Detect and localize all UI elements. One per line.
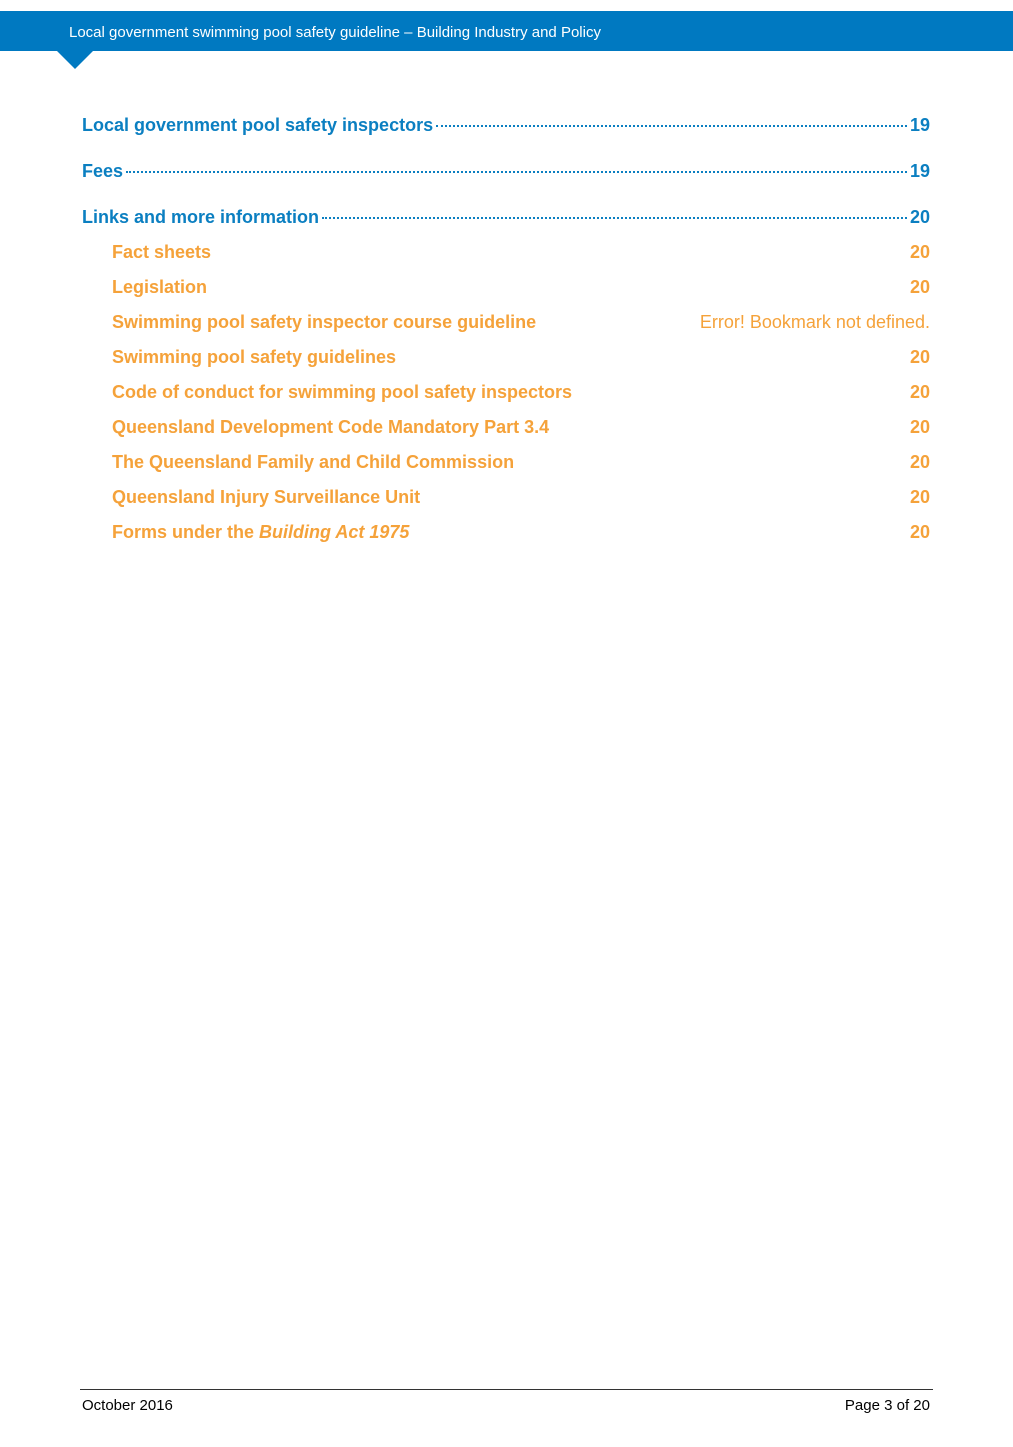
toc-dot-leader [322,217,907,219]
toc-subentry-label: Queensland Development Code Mandatory Part 3.4 [112,417,550,437]
toc-subentry-label: Legislation [112,277,208,297]
toc-subentry-page: 20 [909,242,930,262]
toc-subentry-fact-sheets[interactable] [82,242,930,277]
toc-subentry-page: 20 [909,487,930,507]
toc-subentry-label-act-title: Building Act 1975 [259,522,410,542]
toc-subentry-label: Swimming pool safety inspector course guideline [112,312,537,332]
header-title: Local government swimming pool safety guideline – Building Industry and Policy [69,24,601,41]
toc-subentry-label: Queensland Injury Surveillance Unit [112,487,421,507]
toc-entry-label: Links and more information [82,207,320,227]
toc-subentry-injury-surveillance-unit[interactable] [82,487,930,522]
toc-subentry-label: Fact sheets [112,242,212,262]
footer-page-number: Page 3 of 20 [844,1397,930,1414]
toc-subentry-label: Code of conduct for swimming pool safety inspectors [112,382,573,402]
header-notch [56,50,94,69]
table-of-contents [82,115,930,557]
toc-entry-links-more-information[interactable] [82,207,930,237]
toc-entry-page: 19 [909,161,930,181]
toc-dot-leader [436,125,907,127]
toc-entry-page: 20 [909,207,930,227]
toc-subentry-label-prefix: Forms under the [112,522,260,542]
toc-subentry-qdc-mp-3-4[interactable] [82,417,930,452]
toc-subentry-forms-building-act[interactable] [82,522,930,557]
toc-subentry-code-of-conduct[interactable] [82,382,930,417]
toc-subentry-inspector-course-guideline[interactable] [82,312,930,347]
toc-entry-label: Local government pool safety inspectors [82,115,434,135]
toc-subentry-page: 20 [909,417,930,437]
toc-subentry-label [112,522,409,543]
toc-subentry-label: Swimming pool safety guidelines [112,347,397,367]
toc-entry-pool-safety-inspectors[interactable] [82,115,930,145]
toc-entry-page: 19 [909,115,930,135]
toc-entry-label: Fees [82,161,124,181]
toc-subentry-page: 20 [909,277,930,297]
toc-subentry-safety-guidelines[interactable] [82,347,930,382]
toc-dot-leader [126,171,907,173]
footer-date: October 2016 [82,1397,173,1414]
toc-subentry-error-text: Error! Bookmark not defined. [699,312,930,332]
footer-divider [80,1389,933,1390]
toc-subentry-family-child-commission[interactable] [82,452,930,487]
toc-subentry-page: 20 [909,522,930,542]
toc-subentry-label: The Queensland Family and Child Commission [112,452,515,472]
toc-subentry-page: 20 [909,347,930,367]
toc-subentry-legislation[interactable] [82,277,930,312]
toc-subentry-page: 20 [909,382,930,402]
toc-entry-fees[interactable] [82,161,930,191]
toc-subentry-page: 20 [909,452,930,472]
